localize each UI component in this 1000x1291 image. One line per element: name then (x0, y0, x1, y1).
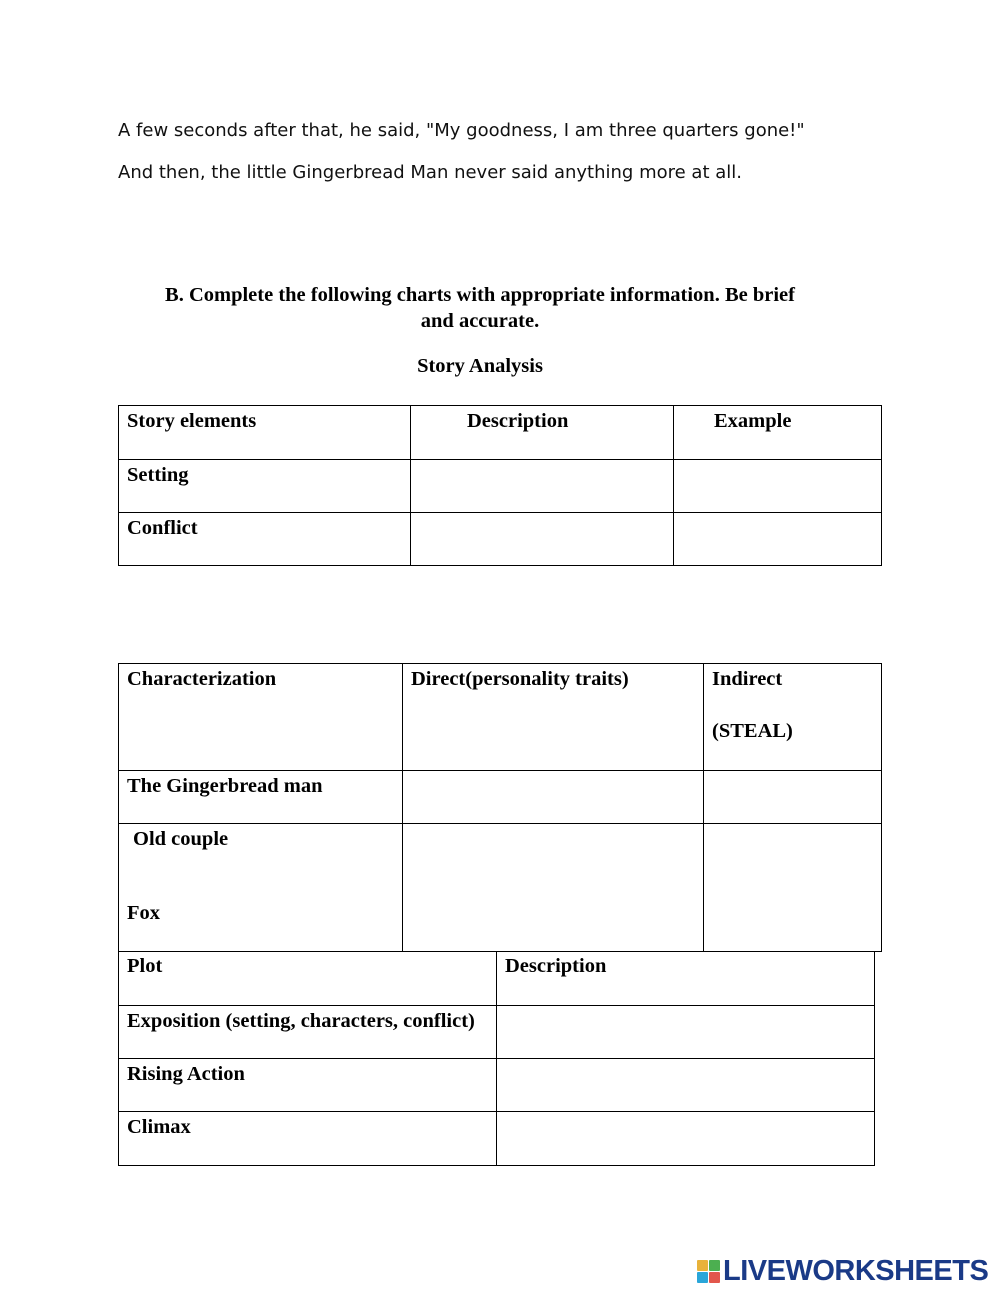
header-story-elements: Story elements (119, 406, 411, 460)
answer-cell[interactable] (674, 513, 882, 566)
header-example: Example (674, 406, 882, 460)
characterization-table (118, 663, 882, 952)
table-header-row (119, 664, 882, 771)
answer-cell[interactable] (411, 460, 674, 513)
table-row (119, 771, 882, 824)
header-indirect (704, 664, 882, 771)
logo-blocks-icon (697, 1260, 720, 1283)
table-header-row (119, 406, 882, 460)
header-description: Description (411, 406, 674, 460)
header-plot: Plot (119, 951, 497, 1005)
answer-cell[interactable] (403, 771, 704, 824)
section-b-instruction (118, 282, 842, 334)
answer-cell[interactable] (497, 1005, 875, 1058)
answer-cell[interactable] (411, 513, 674, 566)
table-row (119, 1111, 875, 1165)
answer-cell[interactable] (704, 771, 882, 824)
instruction-line-2: and accurate. (420, 310, 540, 332)
story-line-1: A few seconds after that, he said, "My goodness, I am three quarters gone!" (118, 120, 805, 141)
answer-cell[interactable] (403, 824, 704, 952)
row-label-conflict: Conflict (119, 513, 411, 566)
instruction-line-1: B. Complete the following charts with appropriate information. Be brief (165, 284, 795, 306)
answer-cell[interactable] (674, 460, 882, 513)
table-header-row (119, 951, 875, 1005)
story-analysis-title: Story Analysis (417, 355, 543, 377)
logo-block-v (697, 1272, 708, 1283)
row-label-fox: Fox (127, 902, 161, 924)
header-plot-description: Description (497, 951, 875, 1005)
table-row (119, 824, 882, 952)
story-line-2: And then, the little Gingerbread Man never said anything more at all. (118, 162, 742, 183)
row-label-old-couple-fox (119, 824, 403, 952)
table-row (119, 1005, 875, 1058)
header-indirect-label: Indirect (712, 668, 783, 690)
table-row (119, 513, 882, 566)
answer-cell[interactable] (497, 1058, 875, 1111)
logo-block-e (709, 1272, 720, 1283)
table-row (119, 460, 882, 513)
table-row (119, 1058, 875, 1111)
row-label-climax: Climax (119, 1111, 497, 1165)
row-label-rising-action: Rising Action (119, 1058, 497, 1111)
row-label-gingerbread-man: The Gingerbread man (119, 771, 403, 824)
story-elements-table (118, 405, 882, 566)
answer-cell[interactable] (704, 824, 882, 952)
header-direct: Direct(personality traits) (403, 664, 704, 771)
row-label-setting: Setting (119, 460, 411, 513)
logo-text: LIVEWORKSHEETS (723, 1254, 989, 1287)
plot-table (118, 951, 875, 1166)
header-characterization: Characterization (119, 664, 403, 771)
logo-block-i (709, 1260, 720, 1271)
header-steal-label: (STEAL) (712, 720, 793, 742)
row-label-exposition: Exposition (setting, characters, conflict) (119, 1005, 497, 1058)
liveworksheets-logo (697, 1253, 988, 1289)
row-label-old-couple: Old couple (133, 828, 229, 850)
logo-block-l (697, 1260, 708, 1271)
answer-cell[interactable] (497, 1111, 875, 1165)
